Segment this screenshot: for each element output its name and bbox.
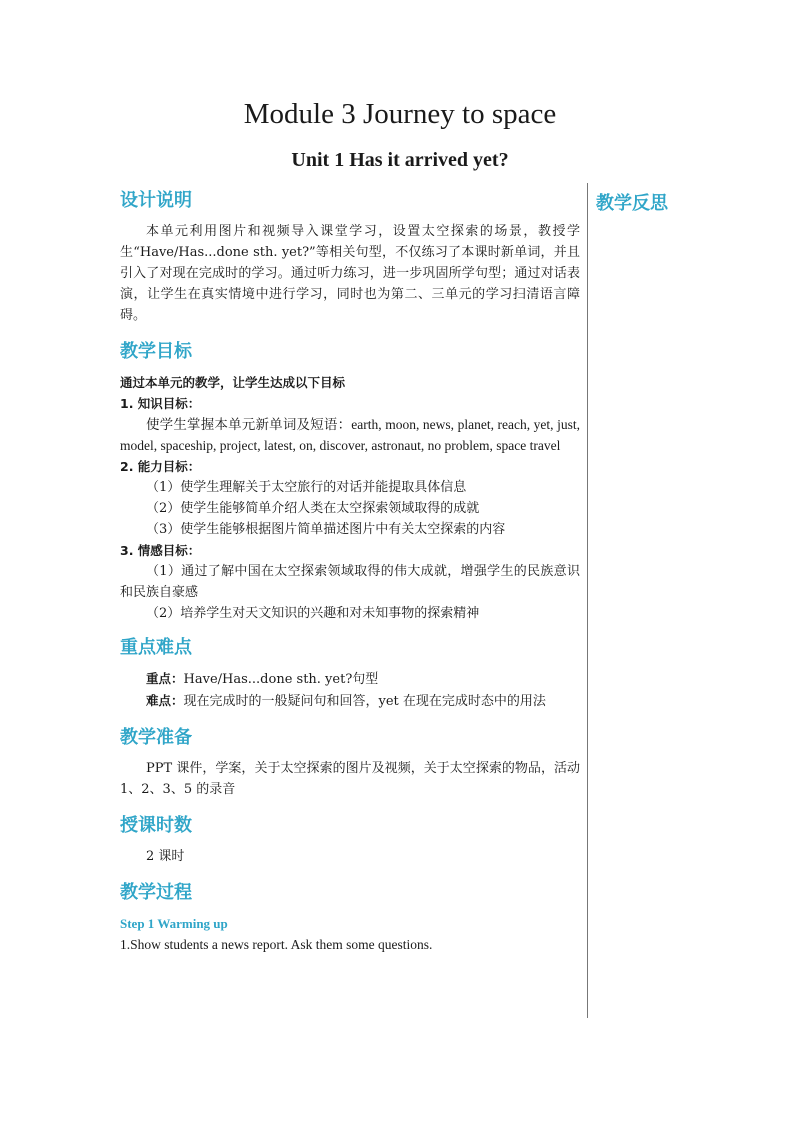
knowledge-label: 1. 知识目标： bbox=[120, 396, 201, 411]
document-title: Module 3 Journey to space bbox=[243, 98, 557, 130]
key-point-row bbox=[120, 668, 580, 690]
ability-label: 2. 能力目标： bbox=[120, 459, 201, 474]
hours-heading: 授课时数 bbox=[120, 815, 192, 836]
emotion-item: （2）培养学生对天文知识的兴趣和对未知事物的探索精神 bbox=[146, 606, 480, 621]
difficult-point-row bbox=[120, 690, 580, 712]
ability-item: （2）使学生能够简单介绍人类在太空探索领域取得的成就 bbox=[146, 501, 480, 516]
goals-heading: 教学目标 bbox=[120, 341, 192, 362]
preparation-heading: 教学准备 bbox=[120, 727, 192, 748]
document-subtitle: Unit 1 Has it arrived yet? bbox=[291, 149, 509, 171]
process-heading: 教学过程 bbox=[120, 882, 192, 903]
key-label: 重点： bbox=[146, 671, 184, 686]
design-text: 本单元利用图片和视频导入课堂学习，设置太空探索的场景，教授学生“Have/Has...done sth. yet?”等相关句型，不仅练习了本课时新单词，并且引入了对现在完成时的学习。通过听力练习，进一步巩固所学句型；通过对话表演，让学生在真实情境中进行学习，同时也为第二、三单元的学习扫清语言障碍。 bbox=[120, 224, 580, 323]
preparation-text: PPT 课件，学案，关于太空探索的图片及视频，关于太空探索的物品，活动 1、2、3、5 的录音 bbox=[120, 761, 580, 797]
difficult-label: 难点： bbox=[146, 693, 184, 708]
key-points-heading: 重点难点 bbox=[120, 637, 192, 658]
column-divider bbox=[587, 183, 588, 1018]
goals-intro: 通过本单元的教学，让学生达成以下目标 bbox=[120, 375, 346, 390]
key-text: Have/Has...done sth. yet?句型 bbox=[183, 672, 379, 687]
main-column bbox=[120, 187, 580, 955]
reflection-heading: 教学反思 bbox=[596, 193, 668, 214]
ability-item: （1）使学生理解关于太空旅行的对话并能提取具体信息 bbox=[146, 480, 467, 495]
difficult-text: 现在完成时的一般疑问句和回答，yet 在现在完成时态中的用法 bbox=[183, 694, 546, 709]
ability-item: （3）使学生能够根据图片简单描述图片中有关太空探索的内容 bbox=[146, 522, 506, 537]
knowledge-text: 使学生掌握本单元新单词及短语：earth, moon, news, planet, reach, yet, just, model, spaceship, project, latest, on, discover, astronaut, no problem, space travel bbox=[120, 417, 580, 453]
emotion-item: （1）通过了解中国在太空探索领域取得的伟大成就，增强学生的民族意识和民族自豪感 bbox=[120, 564, 580, 600]
hours-text: 2 课时 bbox=[146, 849, 185, 864]
emotion-label: 3. 情感目标： bbox=[120, 543, 201, 558]
step-1-heading: Step 1 Warming up bbox=[120, 916, 228, 931]
step-1-text: 1.Show students a news report. Ask them some questions. bbox=[120, 937, 433, 952]
design-heading: 设计说明 bbox=[120, 190, 192, 211]
